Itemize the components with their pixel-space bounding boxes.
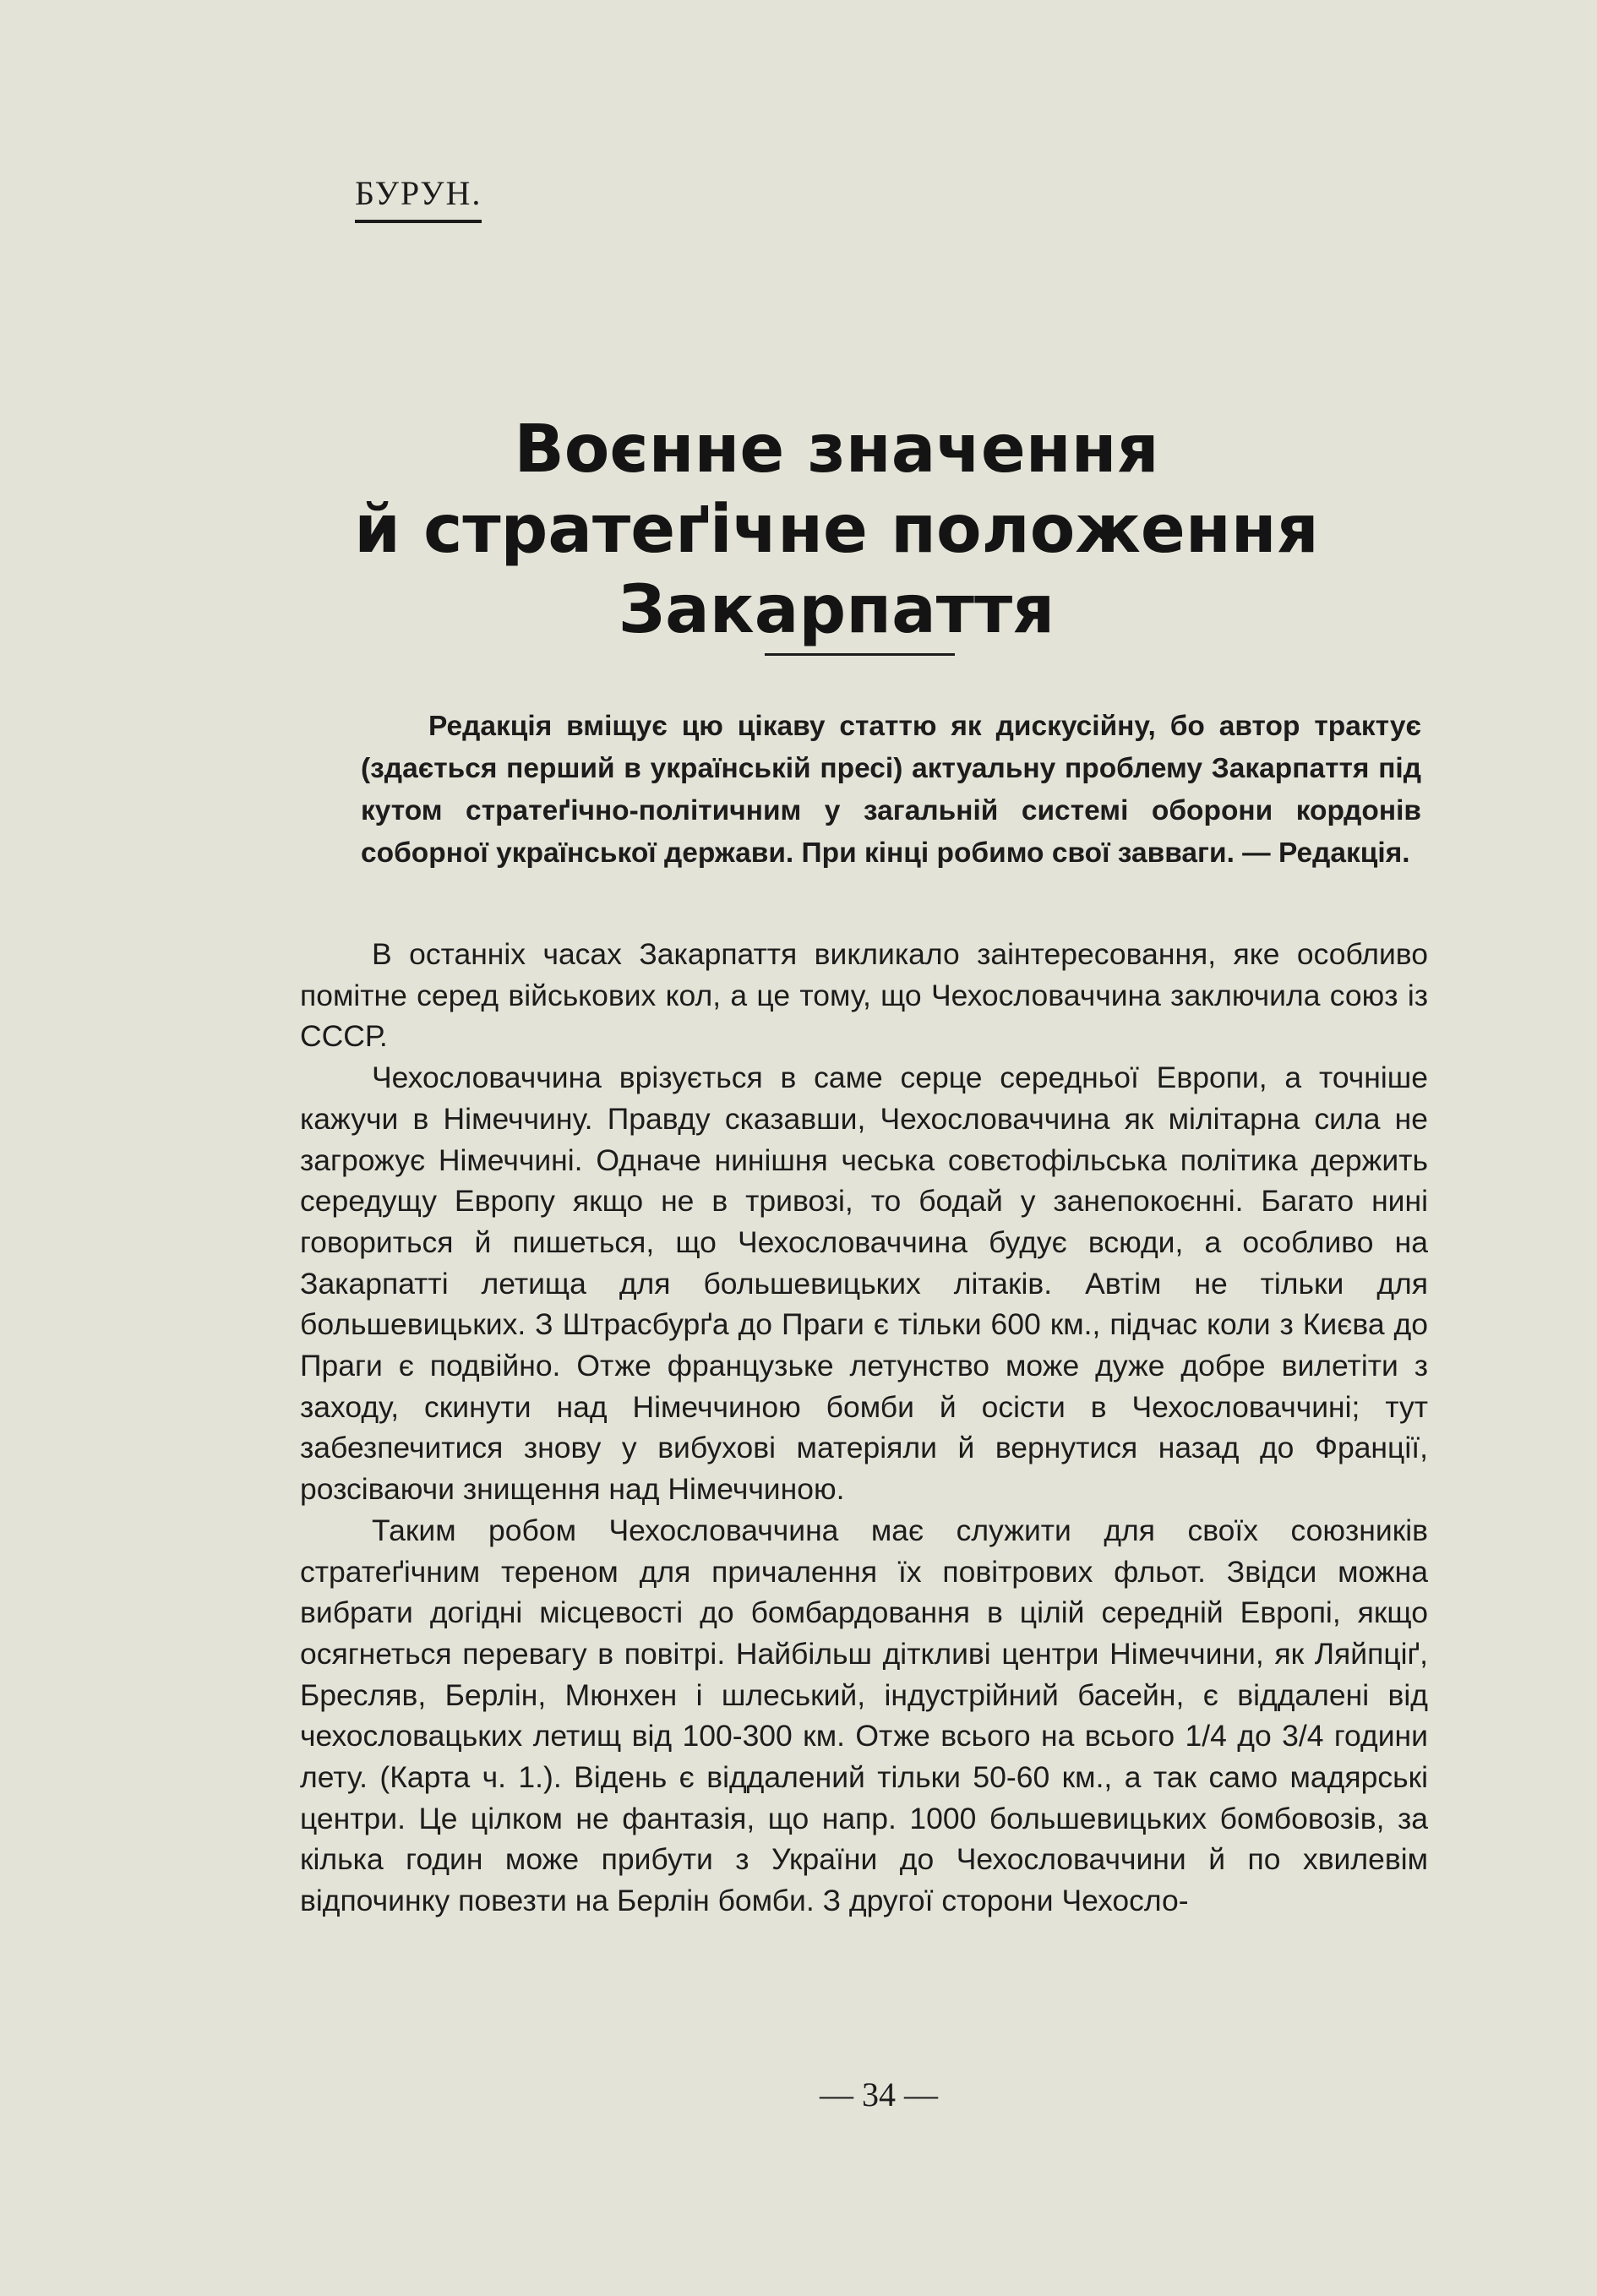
article-body <box>300 934 1428 1922</box>
body-paragraph-1: В останніх часах Закарпаття викликало заінтересовання, яке особливо помітне серед військових кол, а це тому, що Чехословаччина заключила союз із СССР. <box>300 937 1428 1054</box>
page-number: — 34 — <box>820 2075 938 2113</box>
body-paragraph-2: Чехословаччина врізується в саме серце середньої Европи, а точніше кажучи в Німеччину. Правду сказавши, Чехословаччина як мілітарна сила не загрожує Німеччині. Одначе нинішня чеська совєтофільська політика держить середущу Европу якщо не в тривозі, то бодай у занепокоєнні. Багато нині говориться й пишеться, що Чехословаччина будує всюди, а особливо на Закарпатті летища для большевицьких літаків. Автім не тільки для большевицьких. З Штрасбурґа до Праги є тільки 600 км., підчас коли з Києва до Праги є подвійно. Отже французьке летунство може дуже добре вилетіти з заходу, скинути над Німеччиною бомби й осісти в Чехословаччині; тут забезпечитися знову у вибухові матеріяли й вернутися назад до Франції, розсіваючи знищення над Німеччиною. <box>300 1061 1428 1507</box>
author-name: БУРУН. <box>355 173 482 223</box>
title-line-2: й стратеґічне положення <box>354 492 1319 568</box>
title-divider <box>765 653 955 656</box>
title-line-3: Закарпаття <box>618 572 1055 648</box>
body-paragraph-3: Таким робом Чехословаччина має служити для своїх союзників стратеґічним тереном для причалення їх повітрових фльот. Звідси можна вибрати догідні місцевості до бомбардовання в цілій середній Европі, якщо осягнеться перевагу в повітрі. Найбільш діткливі центри Німеччини, як Ляйпціґ, Бресляв, Берлін, Мюнхен і шлеський, індустрійний басейн, є віддалені від чехословацьких летищ від 100-300 км. Отже всього на всього 1/4 до 3/4 години лету. (Карта ч. 1.). Відень є віддалений тільки 50-60 км., а так само мадярські центри. Це цілком не фантазія, що напр. 1000 большевицьких бомбовозів, за кілька годин може прибути з України до Чехословаччини й по хвилевім відпочинку повезти на Берлін бомби. З другої сторони Чехосло- <box>300 1513 1428 1918</box>
editorial-note: Редакція вміщує цю цікаву статтю як дискусійну, бо автор трактує (здається перший в українській пресі) актуальну проблему Закарпаття під кутом стратеґічно-політичним у загальній системі оборони кордонів соборної української держави. При кінці робимо свої завваги. — Редакція. <box>361 711 1421 869</box>
article-title <box>287 410 1386 651</box>
title-line-1: Воєнне значення <box>514 412 1159 488</box>
